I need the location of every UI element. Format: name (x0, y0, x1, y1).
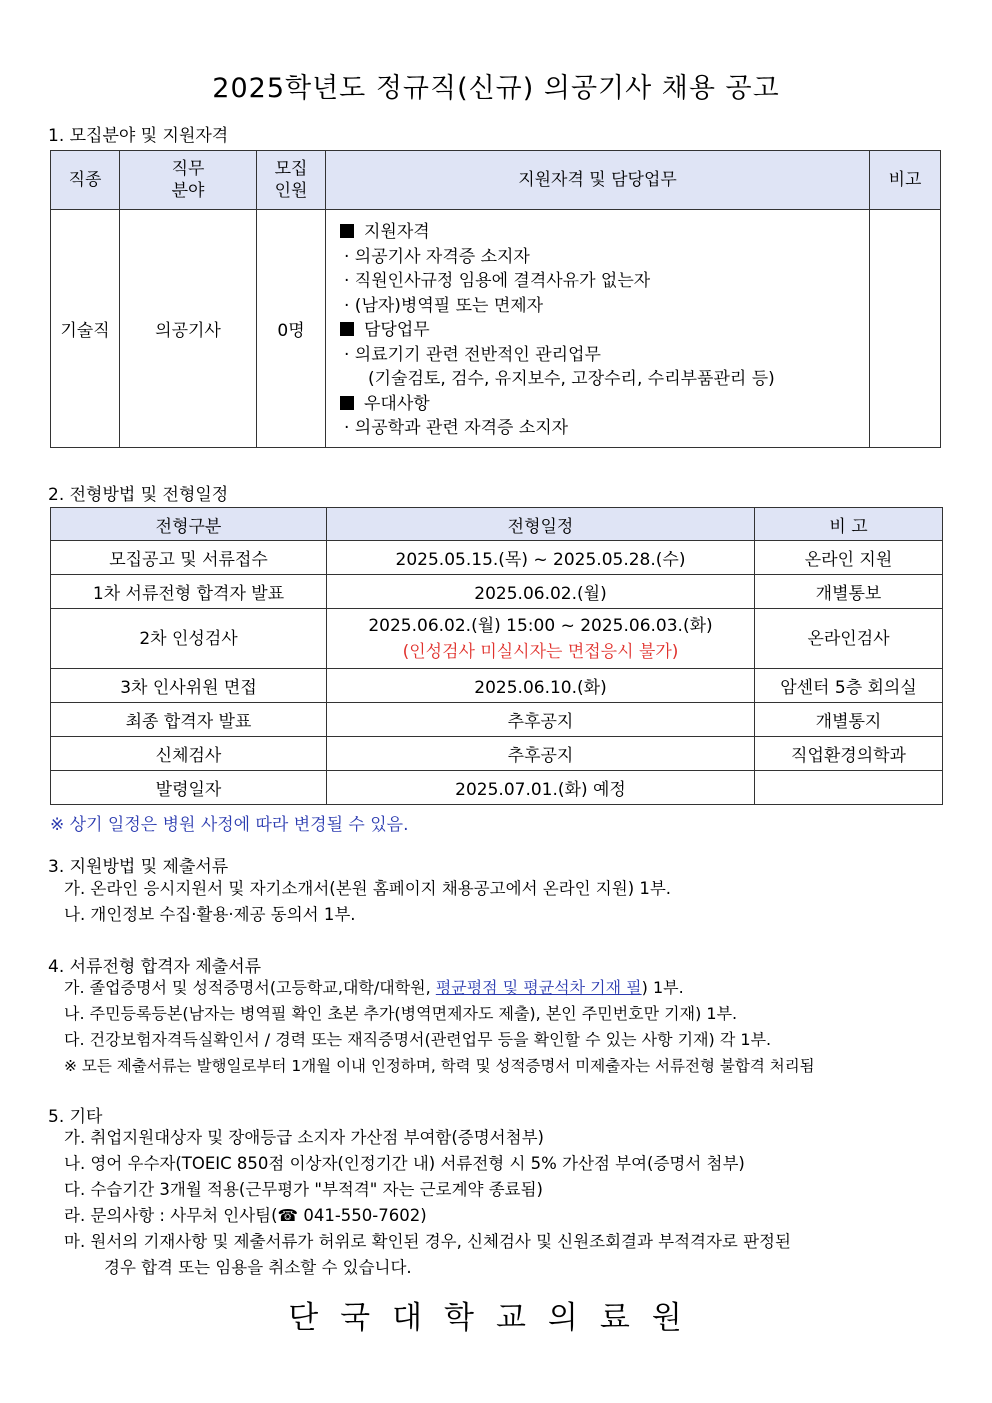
square-bullet-icon (340, 322, 354, 336)
list-item: 가. 취업지원대상자 및 장애등급 소지자 가산점 부여함(증명서첨부) (64, 1128, 544, 1147)
table-header-row (51, 151, 941, 210)
cell-note: 온라인 지원 (755, 541, 943, 575)
table-row (51, 575, 943, 609)
square-bullet-icon (340, 224, 354, 238)
cell-remark (870, 210, 941, 448)
list-item-continuation: (기술검토, 검수, 유지보수, 고장수리, 수리부품관리 등) (368, 369, 775, 389)
table-row (51, 609, 943, 669)
header-field (120, 151, 257, 210)
cell-stage: 신체검사 (51, 737, 327, 771)
cell-stage: 발령일자 (51, 771, 327, 805)
cell-date: 2025.06.10.(화) (327, 669, 755, 703)
cell-stage: 최종 합격자 발표 (51, 703, 327, 737)
section-3-heading: 3. 지원방법 및 제출서류 (48, 857, 229, 877)
cell-stage: 모집공고 및 서류접수 (51, 541, 327, 575)
cell-date: 추후공지 (327, 737, 755, 771)
list-item: 다. 수습기간 3개월 적용(근무평가 "부적격" 자는 근로계약 종료됨) (64, 1180, 543, 1199)
cell-date (327, 609, 755, 669)
cell-stage: 1차 서류전형 합격자 발표 (51, 575, 327, 609)
section-5-list (64, 1125, 791, 1281)
header-label: 지원자격 및 담당업무 (518, 170, 677, 190)
list-item: 마. 원서의 기재사항 및 제출서류가 허위로 확인된 경우, 신체검사 및 신원조회결과 부적격자로 판정된 (64, 1232, 791, 1251)
list-item: · 직원인사규정 임용에 결격사유가 없는자 (344, 271, 651, 291)
list-item: 나. 주민등록등본(남자는 병역필 확인 초본 추가(병역면제자도 제출), 본인 주민번호만 기재) 1부. (64, 1004, 738, 1023)
list-item: · 의공기사 자격증 소지자 (344, 246, 530, 267)
item-text: 가. 졸업증명서 및 성적증명서(고등학교,대학/대학원, (64, 978, 436, 997)
table-row (51, 703, 943, 737)
cell-note: 암센터 5층 회의실 (755, 669, 943, 703)
date-warning: (인성검사 미실시자는 면접응시 불가) (402, 641, 679, 662)
square-bullet-icon (340, 396, 354, 410)
duty-title: 담당업무 (364, 320, 430, 340)
list-item: · 의공학과 관련 자격증 소지자 (344, 418, 569, 438)
table-row (51, 541, 943, 575)
cell-note: 온라인검사 (755, 609, 943, 669)
preference-heading (338, 392, 869, 417)
header-remark (870, 151, 941, 210)
qualification-title: 지원자격 (364, 222, 430, 242)
cell-note: 개별통지 (755, 703, 943, 737)
table-header-row (51, 508, 943, 541)
schedule-table (50, 507, 943, 805)
table-row (51, 669, 943, 703)
list-item: 나. 개인정보 수집·활용·제공 동의서 1부. (64, 905, 356, 924)
header-stage: 전형구분 (51, 508, 327, 541)
cell-stage: 2차 인성검사 (51, 609, 327, 669)
cell-date: 2025.07.01.(화) 예정 (327, 771, 755, 805)
cell-qualification (326, 210, 870, 448)
section-1-heading: 1. 모집분야 및 지원자격 (48, 126, 229, 146)
cell-date: 2025.05.15.(목) ~ 2025.05.28.(수) (327, 541, 755, 575)
section-4-heading: 4. 서류전형 합격자 제출서류 (48, 957, 262, 977)
section-2-heading: 2. 전형방법 및 전형일정 (48, 485, 229, 505)
table-row (51, 210, 941, 448)
date-text: 2025.06.02.(월) 15:00 ~ 2025.06.03.(화) (368, 615, 713, 636)
list-item-continuation: 경우 합격 또는 임용을 취소할 수 있습니다. (104, 1258, 412, 1277)
cell-type: 기술직 (51, 210, 120, 448)
list-item: 나. 영어 우수자(TOEIC 850점 이상자(인정기간 내) 서류전형 시 5% 가산점 부여(증명서 첨부) (64, 1154, 745, 1173)
recruitment-table (50, 150, 941, 448)
preference-title: 우대사항 (364, 393, 430, 414)
cell-field: 의공기사 (120, 210, 257, 448)
page-title: 2025학년도 정규직(신규) 의공기사 채용 공고 (212, 73, 780, 104)
section-4-list (64, 975, 815, 1079)
table-row (51, 737, 943, 771)
underlined-requirement: 평균평점 및 평균석차 기재 필 (435, 978, 642, 997)
header-note: 비 고 (755, 508, 943, 541)
header-date: 전형일정 (327, 508, 755, 541)
list-item: 다. 건강보험자격득실확인서 / 경력 또는 재직증명서(관련업무 등을 확인할 수 있는 사항 기재) 각 1부. (64, 1030, 772, 1049)
section-3-list (64, 876, 671, 928)
list-item: · (남자)병역필 또는 면제자 (344, 295, 544, 316)
cell-count: 0명 (257, 210, 326, 448)
header-label: 직무 분야 (171, 159, 205, 201)
cell-stage: 3차 인사위원 면접 (51, 669, 327, 703)
list-item: 가. 온라인 응시지원서 및 자기소개서(본원 홈페이지 채용공고에서 온라인 지원) 1부. (64, 879, 672, 898)
section-5-heading: 5. 기타 (48, 1107, 103, 1127)
header-label: 모집 인원 (274, 159, 308, 201)
list-item-note: ※ 모든 제출서류는 발행일로부터 1개월 이내 인정하며, 학력 및 성적증명서 미제출자는 서류전형 불합격 처리됨 (64, 1057, 815, 1075)
list-item: 라. 문의사항 : 사무처 인사팀(☎ 041-550-7602) (64, 1206, 427, 1225)
list-item: · 의료기기 관련 전반적인 관리업무 (344, 344, 601, 365)
header-label: 직종 (68, 170, 102, 190)
cell-note: 직업환경의학과 (755, 737, 943, 771)
header-count (257, 151, 326, 210)
list-item (64, 975, 815, 1001)
item-text: ) 1부. (641, 978, 684, 997)
schedule-notice: ※ 상기 일정은 병원 사정에 따라 변경될 수 있음. (50, 815, 409, 835)
header-type (51, 151, 120, 210)
header-label: 비고 (888, 170, 922, 190)
cell-note: 개별통보 (755, 575, 943, 609)
header-qualification (326, 151, 870, 210)
cell-date: 2025.06.02.(월) (327, 575, 755, 609)
qualification-heading (338, 220, 869, 245)
duty-heading (338, 318, 869, 343)
table-row (51, 771, 943, 805)
cell-date: 추후공지 (327, 703, 755, 737)
cell-note (755, 771, 943, 805)
footer-organization: 단국대학교의료원 (288, 1300, 704, 1336)
